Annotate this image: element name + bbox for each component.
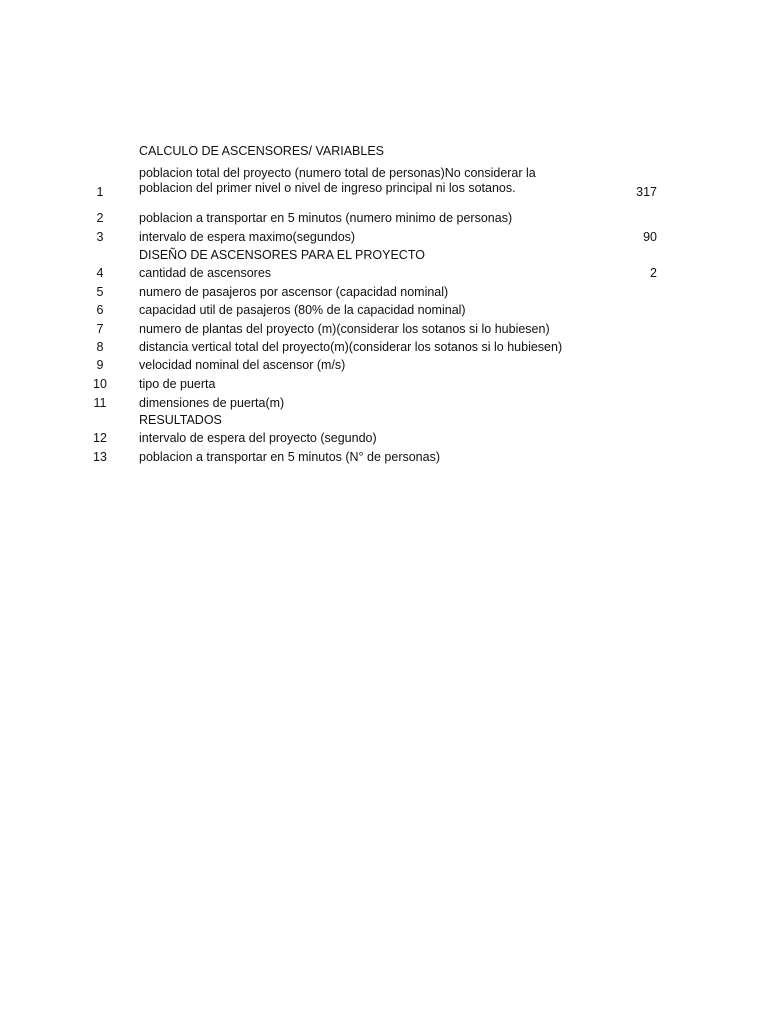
section-title: RESULTADOS	[139, 413, 222, 427]
row-description: poblacion a transportar en 5 minutos (numero minimo de personas)	[139, 211, 513, 225]
row-description: numero de plantas del proyecto (m)(considerar los sotanos si lo hubiesen)	[139, 322, 550, 336]
row-number: 1	[96, 185, 104, 199]
row-number: 2	[96, 211, 104, 225]
row-description-line-2: poblacion del primer nivel o nivel de ingreso principal ni los sotanos.	[139, 181, 516, 195]
row-number: 5	[96, 285, 104, 299]
row-number: 12	[93, 431, 107, 445]
row-description: numero de pasajeros por ascensor (capacidad nominal)	[139, 285, 449, 299]
row-description: capacidad util de pasajeros (80% de la capacidad nominal)	[139, 303, 466, 317]
row-description: dimensiones de puerta(m)	[139, 396, 285, 410]
row-description: poblacion a transportar en 5 minutos (N° de personas)	[139, 450, 440, 464]
row-number: 4	[96, 266, 104, 280]
row-description: tipo de puerta	[139, 377, 216, 391]
row-description: distancia vertical total del proyecto(m)(considerar los sotanos si lo hubiesen)	[139, 340, 563, 354]
row-number: 3	[96, 230, 104, 244]
row-value: 90	[643, 230, 657, 244]
row-description-line-1: poblacion total del proyecto (numero total de personas)No considerar la	[139, 166, 536, 180]
section-title: DISEÑO DE ASCENSORES PARA EL PROYECTO	[139, 248, 425, 262]
row-description: cantidad de ascensores	[139, 266, 272, 280]
row-value: 2	[650, 266, 657, 280]
row-number: 9	[96, 358, 104, 372]
section-title: CALCULO DE ASCENSORES/ VARIABLES	[139, 144, 384, 158]
row-value: 317	[636, 185, 657, 199]
row-number: 7	[96, 322, 104, 336]
row-number: 10	[93, 377, 107, 391]
row-number: 11	[93, 396, 107, 410]
row-number: 6	[96, 303, 104, 317]
row-description: velocidad nominal del ascensor (m/s)	[139, 358, 346, 372]
row-description: intervalo de espera del proyecto (segundo)	[139, 431, 377, 445]
row-number: 13	[93, 450, 107, 464]
row-number: 8	[96, 340, 104, 354]
row-description: intervalo de espera maximo(segundos)	[139, 230, 356, 244]
